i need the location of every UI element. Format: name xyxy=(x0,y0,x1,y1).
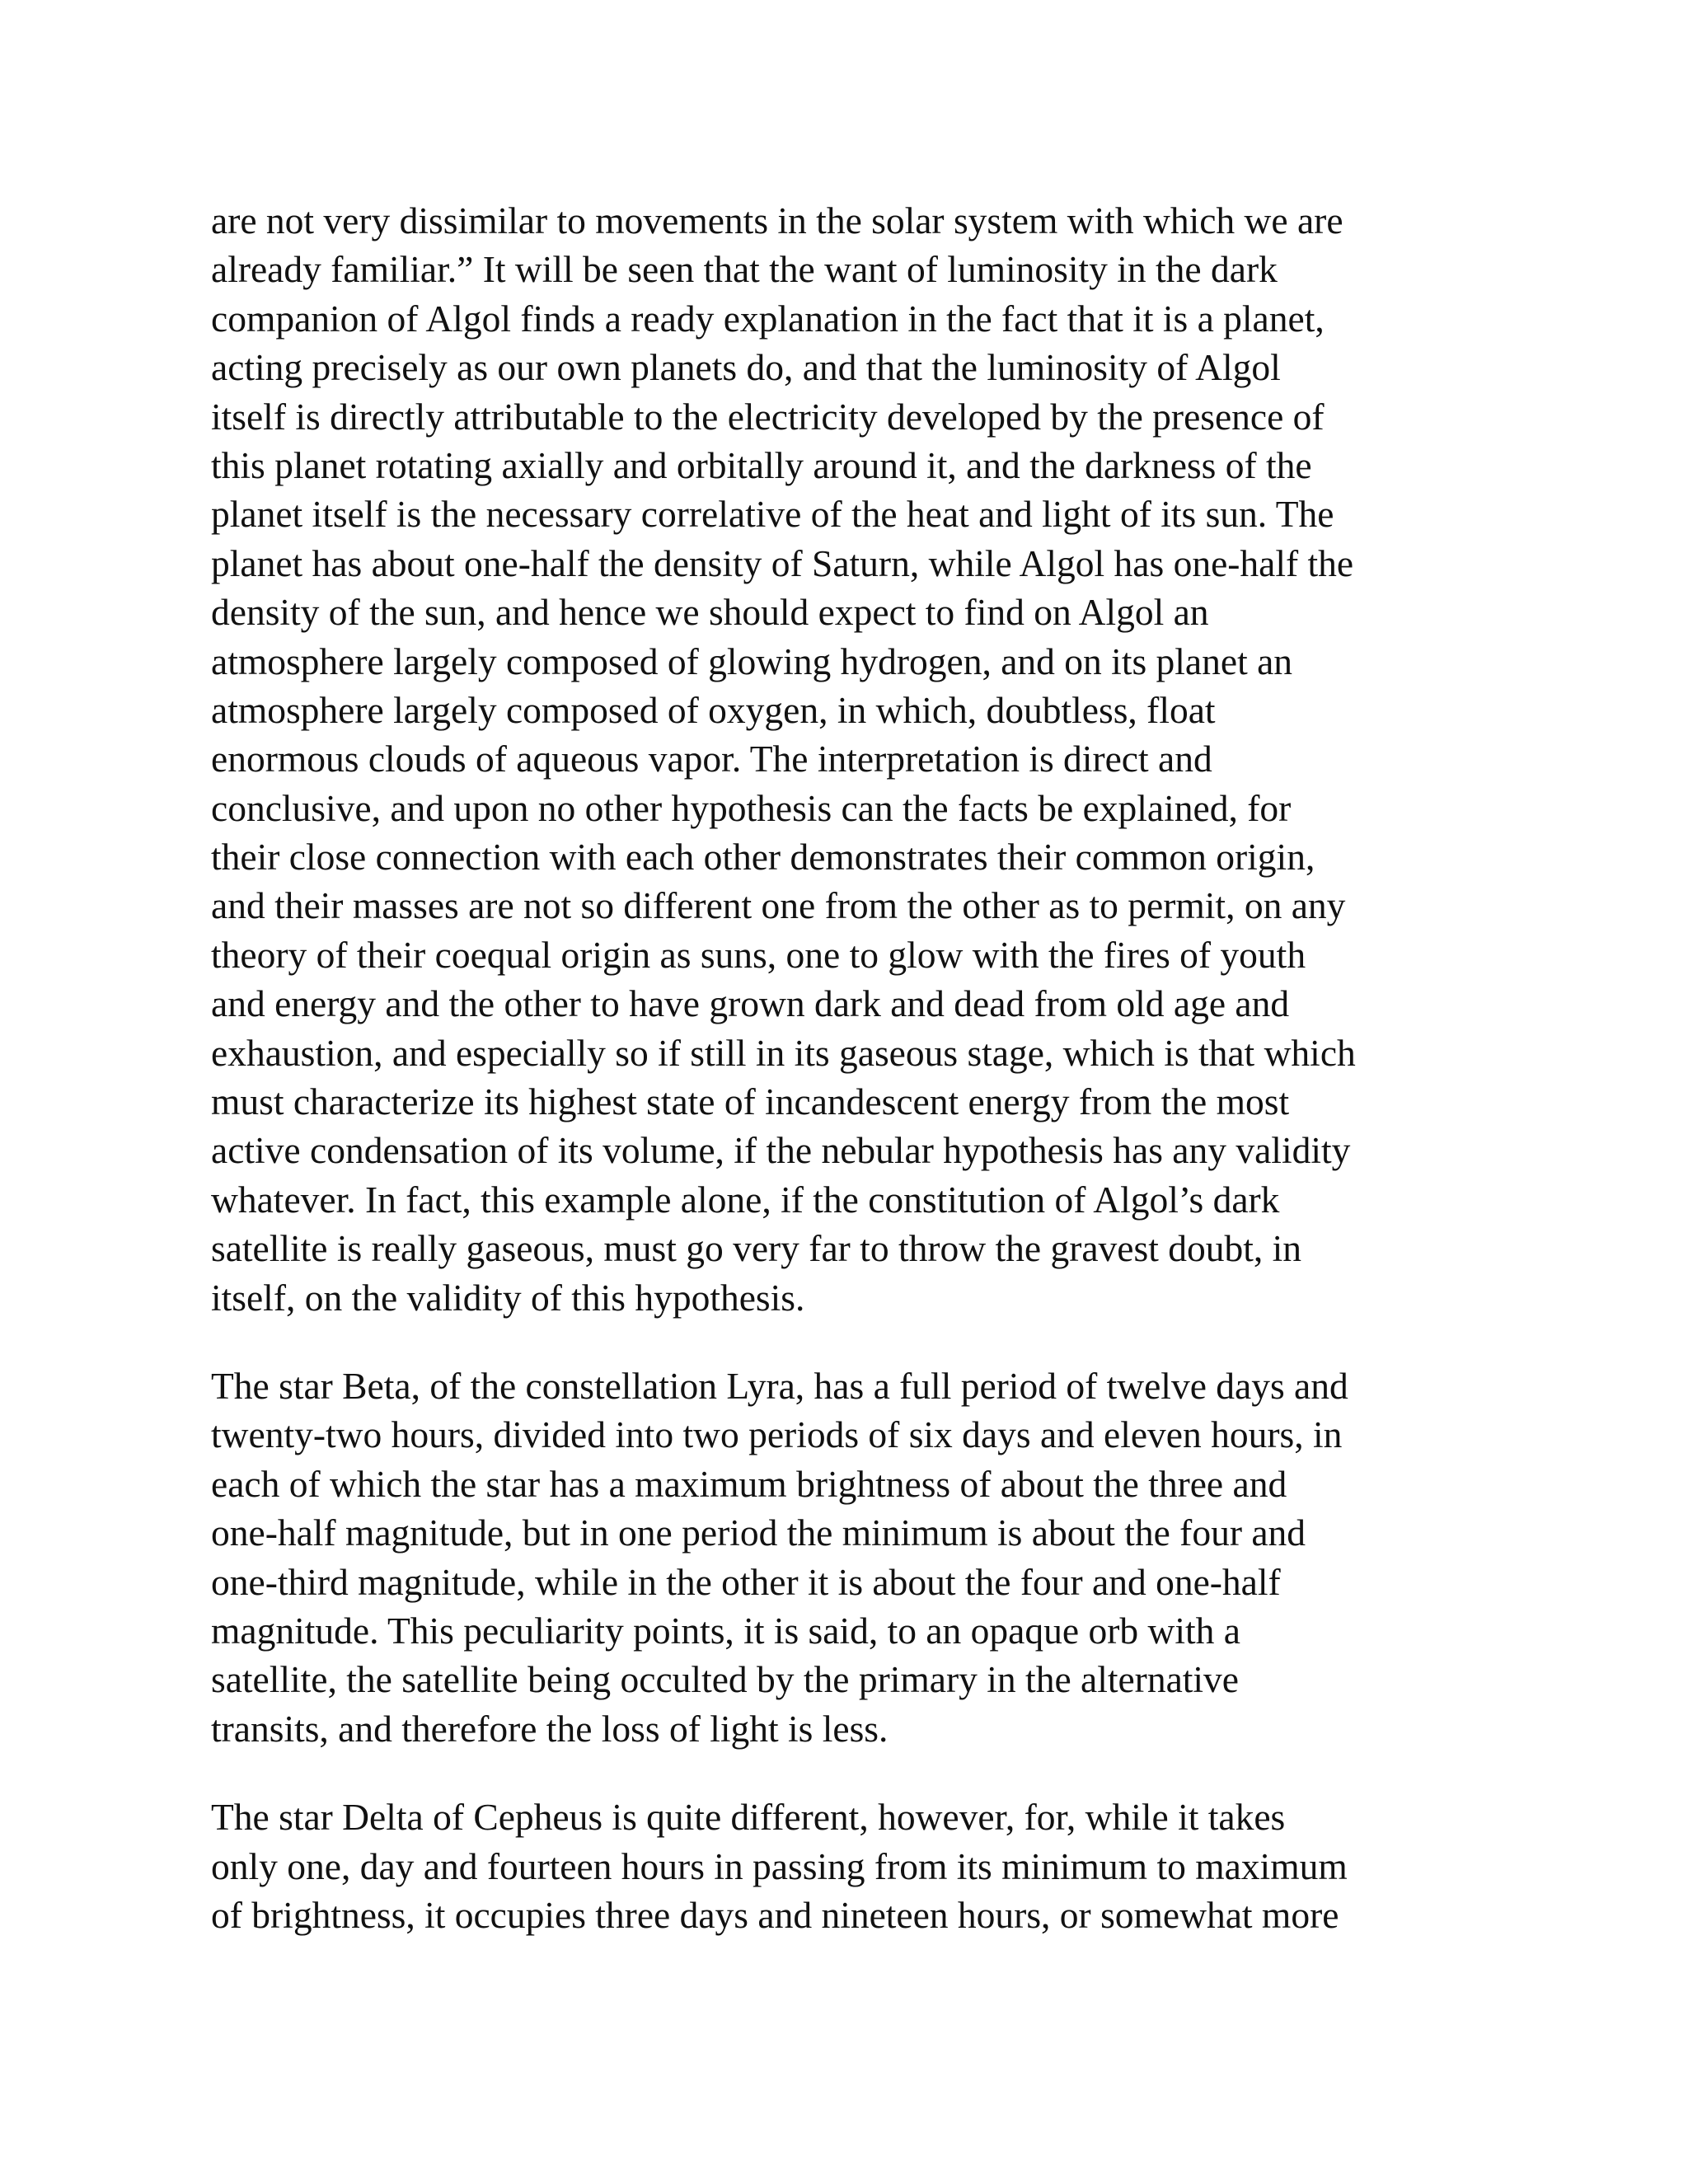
text-line: planet has about one-half the density of Saturn, while Algol has one-half the xyxy=(211,541,1354,584)
text-line: twenty-two hours, divided into two periods of six days and eleven hours, in xyxy=(211,1413,1343,1456)
text-line: companion of Algol finds a ready explanation in the fact that it is a planet, xyxy=(211,297,1325,340)
text-line: magnitude. This peculiarity points, it is said, to an opaque orb with a xyxy=(211,1609,1240,1652)
text-line: must characterize its highest state of incandescent energy from the most xyxy=(211,1080,1290,1123)
paragraph-algol xyxy=(211,196,1513,1322)
paragraph-delta-cepheus xyxy=(211,1793,1513,1939)
text-line: this planet rotating axially and orbitally around it, and the darkness of the xyxy=(211,443,1312,486)
text-line: theory of their coequal origin as suns, one to glow with the fires of youth xyxy=(211,933,1306,976)
text-line: enormous clouds of aqueous vapor. The interpretation is direct and xyxy=(211,738,1212,780)
text-line: The star Beta, of the constellation Lyra, has a full period of twelve days and xyxy=(211,1364,1348,1407)
text-line: only one, day and fourteen hours in passing from its minimum to maximum xyxy=(211,1844,1348,1887)
text-line: itself, on the validity of this hypothesis. xyxy=(211,1276,805,1319)
text-line: transits, and therefore the loss of light is less. xyxy=(211,1707,889,1750)
text-line: itself is directly attributable to the electricity developed by the presence of xyxy=(211,395,1325,438)
body-text xyxy=(211,196,1513,1939)
text-line: and their masses are not so different one from the other as to permit, on any xyxy=(211,884,1346,927)
text-line: active condensation of its volume, if the nebular hypothesis has any validity xyxy=(211,1129,1351,1172)
text-line: whatever. In fact, this example alone, if the constitution of Algol’s dark xyxy=(211,1178,1280,1221)
text-line: one-half magnitude, but in one period the minimum is about the four and xyxy=(211,1511,1306,1554)
text-line: are not very dissimilar to movements in the solar system with which we are xyxy=(211,199,1343,241)
text-line: one-third magnitude, while in the other it is about the four and one-half xyxy=(211,1560,1281,1603)
text-line: satellite, the satellite being occulted by the primary in the alternative xyxy=(211,1658,1240,1701)
text-line: The star Delta of Cepheus is quite different, however, for, while it takes xyxy=(211,1796,1286,1839)
text-line: conclusive, and upon no other hypothesis can the facts be explained, for xyxy=(211,786,1292,829)
text-line: acting precisely as our own planets do, and that the luminosity of Algol xyxy=(211,346,1281,389)
text-line: of brightness, it occupies three days and nineteen hours, or somewhat more xyxy=(211,1893,1339,1936)
text-line: atmosphere largely composed of oxygen, in which, doubtless, float xyxy=(211,688,1216,731)
text-line: already familiar.” It will be seen that the want of luminosity in the dark xyxy=(211,248,1278,291)
text-line: density of the sun, and hence we should expect to find on Algol an xyxy=(211,591,1209,634)
text-line: satellite is really gaseous, must go very far to throw the gravest doubt, in xyxy=(211,1227,1301,1270)
text-line: atmosphere largely composed of glowing hydrogen, and on its planet an xyxy=(211,640,1293,682)
text-line: planet itself is the necessary correlative of the heat and light of its sun. The xyxy=(211,493,1334,536)
text-line: their close connection with each other demonstrates their common origin, xyxy=(211,836,1315,879)
text-line: and energy and the other to have grown dark and dead from old age and xyxy=(211,982,1290,1025)
text-line: exhaustion, and especially so if still in its gaseous stage, which is that which xyxy=(211,1031,1356,1074)
text-line: each of which the star has a maximum brightness of about the three and xyxy=(211,1462,1287,1505)
paragraph-beta-lyra xyxy=(211,1361,1513,1753)
